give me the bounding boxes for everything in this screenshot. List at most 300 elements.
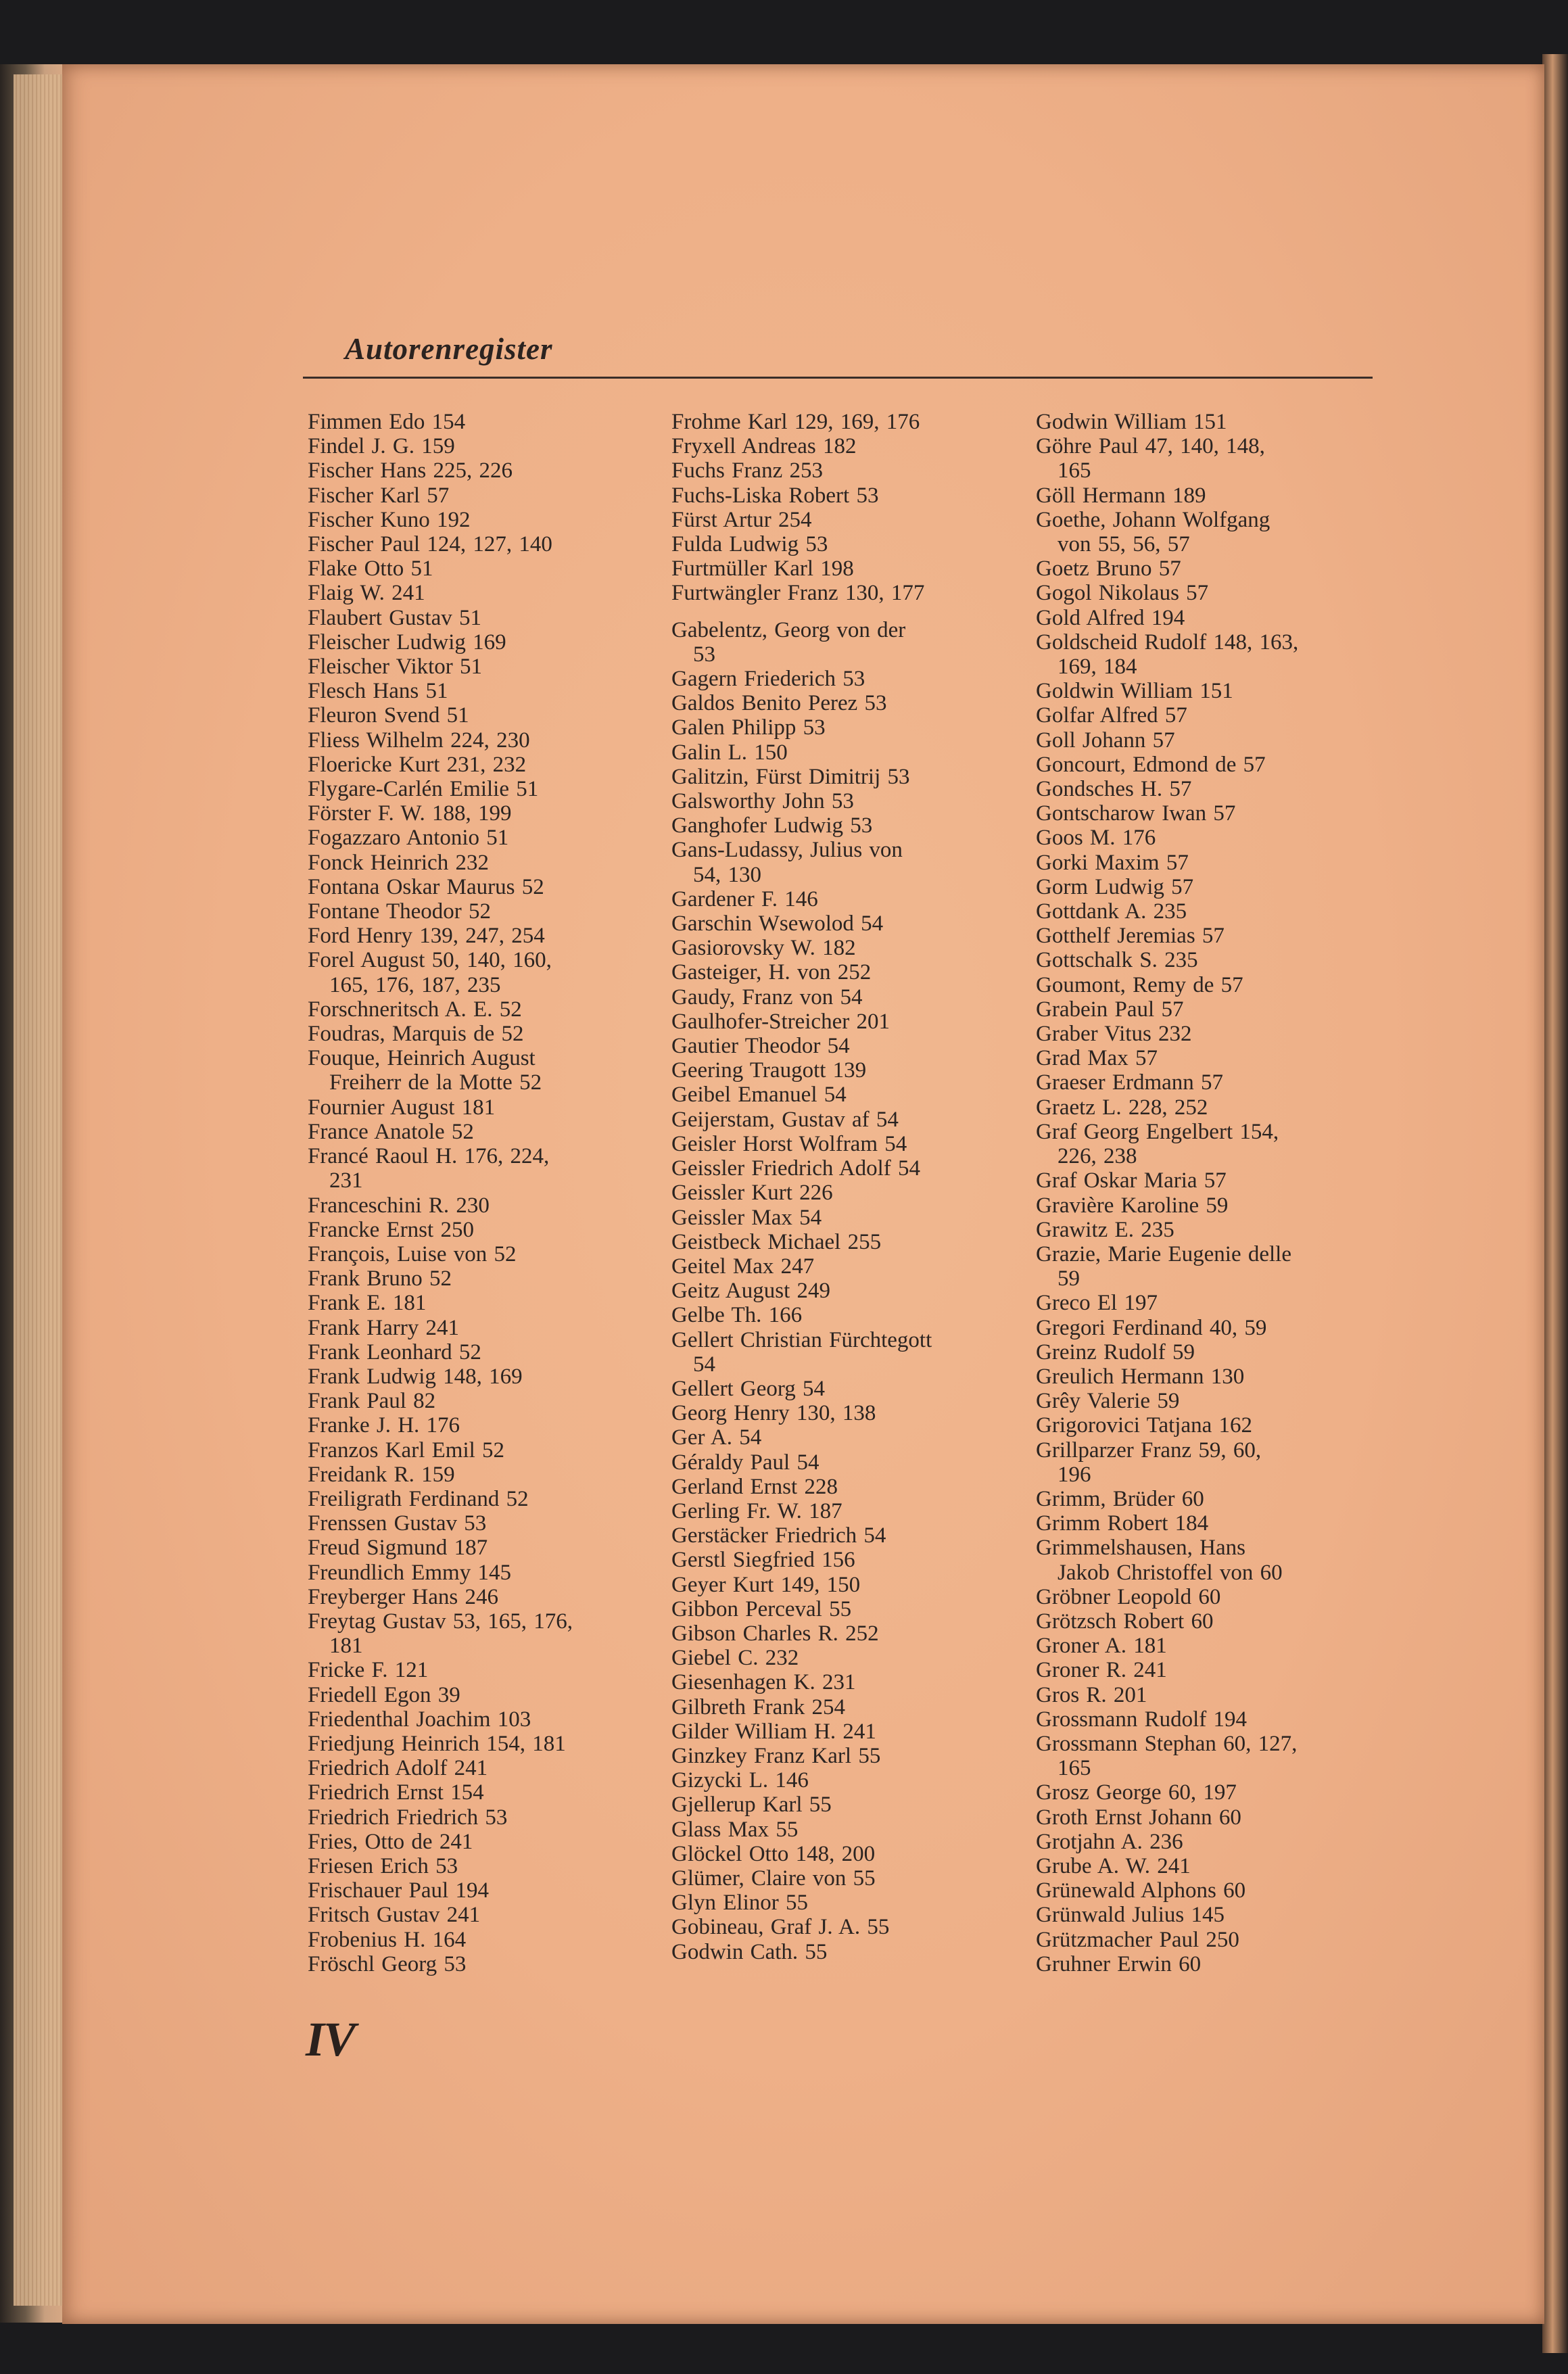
index-entry (308, 899, 649, 924)
index-entry (671, 740, 1011, 765)
index-entry-text: Freyberger Hans 246 (308, 1584, 498, 1609)
index-entry-text: Frank Ludwig 148, 169 (308, 1364, 523, 1389)
index-entry (308, 924, 649, 948)
index-entry-text: Goetz Bruno 57 (1036, 556, 1181, 581)
index-column-1 (308, 410, 649, 1976)
index-entry-text: Garschin Wsewolod 54 (671, 911, 884, 936)
index-entry (1036, 630, 1375, 679)
index-entry-continuation: 231 (329, 1168, 363, 1193)
index-entry-text: Friedrich Adolf 241 (308, 1756, 488, 1781)
index-entry (1036, 924, 1375, 948)
index-entry-continuation: 59 (1058, 1266, 1080, 1291)
index-entry (1036, 1683, 1375, 1707)
index-entry-text: Grawitz E. 235 (1036, 1217, 1174, 1242)
index-entry-text: Grillparzer Franz 59, 60, (1036, 1438, 1262, 1463)
index-entry (308, 1878, 649, 1903)
page-stack-edges (14, 74, 68, 2306)
index-entry (1036, 948, 1375, 972)
index-entry-text: Friedell Egon 39 (308, 1682, 460, 1707)
index-entry-text: Geijerstam, Gustav af 54 (671, 1107, 899, 1132)
index-entry-text: Gravière Karoline 59 (1036, 1193, 1229, 1218)
index-entry (671, 1842, 1011, 1866)
index-entry-text: Gottschalk S. 235 (1036, 948, 1198, 973)
index-entry (308, 1144, 649, 1193)
index-entry (1036, 1389, 1375, 1413)
index-entry (308, 1389, 649, 1413)
index-entry (1036, 508, 1375, 556)
index-entry-text: Flygare-Carlén Emilie 51 (308, 777, 539, 802)
index-entry-text: Gasiorovsky W. 182 (671, 936, 856, 961)
index-entry (671, 1768, 1011, 1793)
index-entry-text: Fuchs Franz 253 (671, 458, 823, 483)
index-entry (671, 1523, 1011, 1548)
index-entry (308, 948, 649, 997)
index-entry-continuation: von 55, 56, 57 (1058, 532, 1190, 557)
index-entry-text: Gellert Christian Fürchtegott (671, 1327, 932, 1352)
index-entry-text: Georg Henry 130, 138 (671, 1401, 876, 1426)
index-entry-text: Gruhner Erwin 60 (1036, 1951, 1202, 1976)
index-entry (308, 1511, 649, 1536)
index-entry-text: Goll Johann 57 (1036, 728, 1175, 753)
index-entry (1036, 1413, 1375, 1438)
index-entry-text: Grossmann Stephan 60, 127, (1036, 1731, 1298, 1756)
index-entry (1036, 1707, 1375, 1732)
index-entry (308, 1266, 649, 1291)
index-entry-text: Géraldy Paul 54 (671, 1450, 819, 1475)
index-entry-text: Ginzkey Franz Karl 55 (671, 1743, 881, 1768)
index-entry (1036, 1928, 1375, 1952)
index-entry (1036, 1903, 1375, 1927)
index-entry (308, 1805, 649, 1830)
index-entry-text: Freiligrath Ferdinand 52 (308, 1486, 529, 1511)
index-entry-text: Gasteiger, H. von 252 (671, 960, 872, 985)
index-entry-continuation: 226, 238 (1058, 1144, 1137, 1169)
index-entry (1036, 728, 1375, 753)
index-entry-text: Fröschl Georg 53 (308, 1951, 467, 1976)
index-entry-continuation: 196 (1058, 1462, 1091, 1487)
index-entry (308, 1413, 649, 1438)
index-entry-text: Gerling Fr. W. 187 (671, 1498, 842, 1523)
index-entry (1036, 1438, 1375, 1487)
index-entry-text: Goldwin William 151 (1036, 679, 1233, 704)
index-entry (1036, 801, 1375, 826)
index-entry-text: Gans-Ludassy, Julius von (671, 838, 903, 863)
index-entry-text: Graeser Erdmann 57 (1036, 1070, 1224, 1095)
index-entry-text: Gaulhofer-Streicher 201 (671, 1009, 890, 1034)
index-entry (308, 434, 649, 458)
index-entry-text: Galen Philipp 53 (671, 715, 826, 740)
index-entry (308, 1658, 649, 1682)
index-entry (671, 1573, 1011, 1597)
index-entry-text: Groner R. 241 (1036, 1658, 1167, 1683)
index-entry (671, 1915, 1011, 1939)
index-entry-text: Foudras, Marquis de 52 (308, 1022, 524, 1047)
index-entry (1036, 483, 1375, 508)
index-entry-text: Fonck Heinrich 232 (308, 850, 489, 875)
index-entry (1036, 1193, 1375, 1218)
index-entry (308, 1120, 649, 1144)
index-entry-continuation: 165 (1058, 458, 1091, 483)
index-entry (308, 826, 649, 850)
index-entry (671, 1621, 1011, 1646)
index-entry (671, 887, 1011, 911)
index-entry-text: Forel August 50, 140, 160, (308, 948, 552, 973)
index-entry-text: Grötzsch Robert 60 (1036, 1609, 1214, 1634)
index-entry (671, 1597, 1011, 1621)
index-entry-text: Fournier August 181 (308, 1095, 496, 1120)
index-entry-text: Flaig W. 241 (308, 581, 425, 606)
index-entry-text: Gorki Maxim 57 (1036, 850, 1189, 875)
index-entry (308, 483, 649, 508)
index-entry-text: Gerstäcker Friedrich 54 (671, 1523, 886, 1548)
index-entry-text: Fischer Karl 57 (308, 483, 450, 508)
index-entry-text: Goncourt, Edmond de 57 (1036, 752, 1266, 777)
index-entry-text: Grabein Paul 57 (1036, 997, 1184, 1022)
page-number: IV (306, 2012, 355, 2066)
index-entry-text: Freundlich Emmy 145 (308, 1560, 511, 1585)
index-entry (671, 458, 1011, 483)
index-entry (308, 777, 649, 801)
index-entry-text: Grimmelshausen, Hans (1036, 1536, 1245, 1561)
index-entry-text: Geibel Emanuel 54 (671, 1083, 847, 1108)
index-entry-text: Freidank R. 159 (308, 1462, 455, 1487)
index-entry (308, 581, 649, 605)
index-entry-text: Glass Max 55 (671, 1817, 799, 1842)
index-entry-text: Frank Leonhard 52 (308, 1339, 481, 1364)
index-entry-text: Fleuron Svend 51 (308, 703, 469, 728)
index-entry-continuation: 165, 176, 187, 235 (329, 972, 501, 997)
index-entry (671, 813, 1011, 838)
index-entry (308, 753, 649, 777)
index-entry (308, 1756, 649, 1780)
index-entry (308, 851, 649, 875)
index-entry-text: Galsworthy John 53 (671, 789, 854, 814)
index-entry-text: Flaubert Gustav 51 (308, 605, 481, 630)
index-entry (671, 508, 1011, 532)
index-entry-text: Gellert Georg 54 (671, 1376, 825, 1401)
index-entry-text: Frank Harry 241 (308, 1315, 459, 1340)
index-entry (1036, 1634, 1375, 1658)
index-entry (671, 1719, 1011, 1744)
index-entry (1036, 1805, 1375, 1830)
index-entry-text: Gilder William H. 241 (671, 1719, 876, 1744)
index-entry-text: Friedrich Ernst 154 (308, 1780, 484, 1805)
index-entry-text: Friedjung Heinrich 154, 181 (308, 1731, 566, 1756)
index-entry-text: Göhre Paul 47, 140, 148, (1036, 434, 1265, 459)
index-entry (308, 1707, 649, 1732)
index-entry-text: Friesen Erich 53 (308, 1853, 458, 1878)
index-entry (671, 1695, 1011, 1719)
index-entry (1036, 1120, 1375, 1168)
index-entry (671, 911, 1011, 936)
index-entry-text: Friedrich Friedrich 53 (308, 1805, 508, 1830)
index-entry (671, 1646, 1011, 1670)
index-entry-text: Godwin Cath. 55 (671, 1939, 828, 1964)
index-entry-text: Grimm, Brüder 60 (1036, 1486, 1204, 1511)
index-entry-text: Galitzin, Fürst Dimitrij 53 (671, 764, 910, 789)
index-entry-text: Fliess Wilhelm 224, 230 (308, 728, 530, 753)
index-entry-text: Fontana Oskar Maurus 52 (308, 874, 544, 899)
index-entry-text: Grotjahn A. 236 (1036, 1829, 1183, 1854)
index-entry (1036, 1952, 1375, 1976)
index-entry (1036, 606, 1375, 630)
index-entry (1036, 1830, 1375, 1854)
index-entry (1036, 1658, 1375, 1682)
index-entry (671, 960, 1011, 984)
index-entry-text: Geering Traugott 139 (671, 1058, 867, 1083)
index-entry-text: Graber Vitus 232 (1036, 1022, 1192, 1047)
index-entry (308, 703, 649, 728)
index-entry (308, 655, 649, 679)
index-entry-text: Fogazzaro Antonio 51 (308, 826, 509, 851)
index-entry-text: Gogol Nikolaus 57 (1036, 581, 1209, 606)
index-entry-text: Grünewald Alphons 60 (1036, 1878, 1246, 1903)
index-entry (671, 1206, 1011, 1230)
index-entry-text: Gottdank A. 235 (1036, 899, 1187, 924)
index-entry (671, 1793, 1011, 1817)
index-entry-text: Gaudy, Franz von 54 (671, 984, 863, 1010)
index-entry-text: Findel J. G. 159 (308, 434, 455, 459)
index-entry (308, 1316, 649, 1340)
index-entry (671, 1132, 1011, 1156)
index-entry (1036, 1168, 1375, 1193)
index-entry (671, 1083, 1011, 1107)
index-entry-text: Grossmann Rudolf 194 (1036, 1707, 1247, 1732)
index-entry (1036, 1022, 1375, 1046)
index-entry (671, 532, 1011, 556)
index-entry-text: Göll Hermann 189 (1036, 483, 1206, 508)
index-entry (308, 1046, 649, 1095)
index-entry-text: Gerland Ernst 228 (671, 1474, 838, 1499)
index-entry (308, 606, 649, 630)
index-entry-text: Fimmen Edo 154 (308, 410, 466, 434)
index-entry (671, 1156, 1011, 1181)
index-entry-text: Gondsches H. 57 (1036, 777, 1192, 802)
index-entry (308, 1242, 649, 1266)
index-entry-continuation: 169, 184 (1058, 655, 1137, 680)
index-entry-text: Goos M. 176 (1036, 826, 1156, 851)
index-entry-text: Gelbe Th. 166 (671, 1303, 803, 1328)
index-entry (308, 1585, 649, 1609)
index-entry (671, 1254, 1011, 1279)
index-entry-text: Galin L. 150 (671, 740, 788, 765)
index-entry-text: Ganghofer Ludwig 53 (671, 813, 873, 838)
index-entry-text: Flesch Hans 51 (308, 679, 448, 704)
index-entry (308, 1854, 649, 1878)
index-entry (1036, 1340, 1375, 1364)
index-entry (671, 1181, 1011, 1205)
index-entry (308, 1903, 649, 1927)
index-entry-text: Grimm Robert 184 (1036, 1511, 1209, 1536)
index-entry-text: Gabelentz, Georg von der (671, 617, 906, 642)
index-entry-text: Greinz Rudolf 59 (1036, 1339, 1195, 1364)
index-entry-text: Grigorovici Tatjana 162 (1036, 1413, 1252, 1438)
index-entry-text: Gjellerup Karl 55 (671, 1793, 832, 1818)
index-entry (308, 532, 649, 556)
index-entry-text: Gotthelf Jeremias 57 (1036, 924, 1225, 949)
index-entry-text: Glöckel Otto 148, 200 (671, 1841, 876, 1866)
index-entry (1036, 1487, 1375, 1511)
index-entry (671, 1891, 1011, 1915)
index-entry-text: Geyer Kurt 149, 150 (671, 1572, 861, 1597)
index-entry (671, 1401, 1011, 1425)
index-entry-text: Frank Bruno 52 (308, 1266, 452, 1291)
index-entry-text: Fulda Ludwig 53 (671, 532, 828, 557)
header-rule (303, 377, 1373, 379)
index-entry-text: Gregori Ferdinand 40, 59 (1036, 1315, 1267, 1340)
index-entry (671, 838, 1011, 886)
index-entry (1036, 434, 1375, 483)
index-entry (671, 789, 1011, 813)
index-entry-text: Gardener F. 146 (671, 886, 818, 911)
index-entry-text: Freud Sigmund 187 (308, 1536, 488, 1561)
index-entry-text: Fricke F. 121 (308, 1658, 429, 1683)
index-entry (308, 728, 649, 753)
index-entry-text: Goethe, Johann Wolfgang (1036, 507, 1270, 532)
index-entry (671, 1303, 1011, 1327)
index-entry (671, 556, 1011, 581)
index-entry (1036, 1878, 1375, 1903)
index-entry (1036, 1070, 1375, 1095)
index-entry-text: Fryxell Andreas 182 (671, 434, 857, 459)
index-entry (671, 1034, 1011, 1058)
index-entry-text: Geitz August 249 (671, 1279, 830, 1304)
index-entry-text: Francé Raoul H. 176, 224, (308, 1144, 550, 1169)
index-entry-text: Fürst Artur 254 (671, 507, 812, 532)
index-entry-text: Fouque, Heinrich August (308, 1046, 536, 1071)
index-entry-text: Gizycki L. 146 (671, 1768, 809, 1793)
index-entry (671, 1230, 1011, 1254)
index-entry-text: Flake Otto 51 (308, 556, 433, 581)
index-entry (671, 667, 1011, 691)
index-entry (671, 1425, 1011, 1450)
index-entry-text: Giebel C. 232 (671, 1646, 799, 1671)
index-entry-text: Franke J. H. 176 (308, 1413, 460, 1438)
index-entry (671, 483, 1011, 508)
index-entry-text: Fischer Paul 124, 127, 140 (308, 532, 552, 557)
index-entry-text: Fuchs-Liska Robert 53 (671, 483, 879, 508)
index-entry (308, 1218, 649, 1242)
index-entry-text: Gros R. 201 (1036, 1682, 1147, 1707)
index-entry-text: Geitel Max 247 (671, 1254, 815, 1279)
index-entry (1036, 973, 1375, 997)
index-entry (308, 1952, 649, 1976)
index-entry (1036, 1854, 1375, 1878)
index-entry (1036, 1609, 1375, 1634)
page-header-title: Autorenregister (345, 332, 553, 366)
index-entry-text: Frank E. 181 (308, 1291, 427, 1316)
index-entry-text: Grube A. W. 241 (1036, 1853, 1191, 1878)
index-entry (671, 1866, 1011, 1891)
index-entry-text: Gontscharow Iwan 57 (1036, 801, 1236, 826)
index-entry (1036, 1046, 1375, 1070)
index-entry-text: Grützmacher Paul 250 (1036, 1927, 1239, 1952)
index-entry-text: Goldscheid Rudolf 148, 163, (1036, 630, 1299, 655)
index-entry-text: Fleischer Ludwig 169 (308, 630, 506, 655)
index-entry-text: Glümer, Claire von 55 (671, 1866, 876, 1891)
index-entry (308, 1732, 649, 1756)
index-entry (308, 1364, 649, 1389)
index-entry (308, 1340, 649, 1364)
index-entry-text: Graf Oskar Maria 57 (1036, 1168, 1227, 1193)
index-entry-text: Geisler Horst Wolfram 54 (671, 1131, 907, 1156)
index-entry (308, 1022, 649, 1046)
index-entry-text: Freytag Gustav 53, 165, 176, (308, 1609, 573, 1634)
index-entry (1036, 1242, 1375, 1291)
index-entry (308, 1487, 649, 1511)
index-entry (1036, 410, 1375, 434)
index-entry-text: Galdos Benito Perez 53 (671, 691, 887, 716)
index-entry-text: Graetz L. 228, 252 (1036, 1095, 1208, 1120)
index-entry (308, 1536, 649, 1560)
index-entry-text: Gorm Ludwig 57 (1036, 874, 1194, 899)
index-entry-text: Gobineau, Graf J. A. 55 (671, 1915, 890, 1940)
index-entry-text: Gröbner Leopold 60 (1036, 1584, 1221, 1609)
index-entry (308, 1780, 649, 1805)
index-entry (671, 410, 1011, 434)
index-entry-text: Fontane Theodor 52 (308, 899, 492, 924)
index-entry (671, 1818, 1011, 1842)
index-entry-text: France Anatole 52 (308, 1119, 474, 1144)
index-entry (1036, 1218, 1375, 1242)
index-entry (671, 1328, 1011, 1377)
index-entry (671, 1548, 1011, 1572)
index-entry (1036, 875, 1375, 899)
index-entry-text: Grünwald Julius 145 (1036, 1903, 1225, 1928)
index-entry-text: Frischauer Paul 194 (308, 1878, 489, 1903)
index-entry-text: Glyn Elinor 55 (671, 1891, 808, 1916)
index-entry-text: Gilbreth Frank 254 (671, 1694, 845, 1719)
index-entry-text: Gibbon Perceval 55 (671, 1596, 852, 1621)
index-entry (671, 985, 1011, 1010)
index-entry (1036, 997, 1375, 1022)
index-entry-text: Fleischer Viktor 51 (308, 655, 483, 680)
index-entry (1036, 1364, 1375, 1389)
index-entry-continuation: 165 (1058, 1756, 1091, 1781)
index-entry-text: Frank Paul 82 (308, 1389, 436, 1414)
index-entry (1036, 703, 1375, 728)
next-page-edge (1542, 54, 1568, 2353)
index-entry-text: Gerstl Siegfried 156 (671, 1548, 855, 1573)
index-entry (671, 581, 1011, 605)
index-entry-continuation: Jakob Christoffel von 60 (1058, 1560, 1283, 1585)
index-entry-text: Fischer Kuno 192 (308, 507, 471, 532)
index-entry (1036, 899, 1375, 924)
index-entry (308, 630, 649, 655)
index-entry-text: Graf Georg Engelbert 154, (1036, 1119, 1279, 1144)
index-entry-text: Greco El 197 (1036, 1291, 1158, 1316)
index-entry-text: François, Luise von 52 (308, 1241, 517, 1266)
index-entry (671, 1450, 1011, 1475)
index-entry-text: Giesenhagen K. 231 (671, 1670, 856, 1695)
index-entry-text: Greulich Hermann 130 (1036, 1364, 1245, 1389)
index-entry-text: Forschneritsch A. E. 52 (308, 997, 522, 1022)
index-entry (1036, 1536, 1375, 1584)
index-entry-text: Furtwängler Franz 130, 177 (671, 581, 925, 606)
index-entry (308, 1830, 649, 1854)
index-entry-text: Golfar Alfred 57 (1036, 703, 1187, 728)
index-entry-text: Gagern Friederich 53 (671, 667, 865, 692)
index-entry (308, 1291, 649, 1315)
index-entry-text: Ford Henry 139, 247, 254 (308, 924, 545, 949)
index-entry-text: Frobenius H. 164 (308, 1927, 467, 1952)
index-entry (1036, 1095, 1375, 1120)
index-entry (1036, 1732, 1375, 1780)
index-entry (1036, 581, 1375, 605)
index-entry-text: Geissler Max 54 (671, 1205, 822, 1230)
index-entry (671, 1377, 1011, 1401)
index-entry-text: Fischer Hans 225, 226 (308, 458, 513, 483)
